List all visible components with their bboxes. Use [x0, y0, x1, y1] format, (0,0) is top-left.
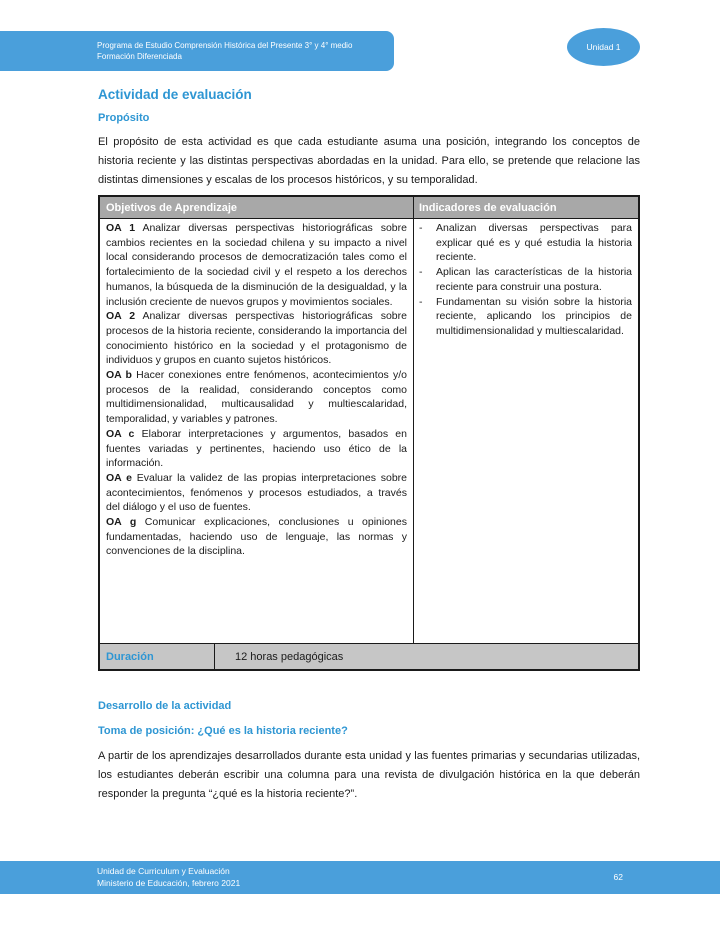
content-column [98, 87, 640, 804]
oa-code: OA 1 [106, 222, 136, 234]
indicator-item [419, 221, 632, 265]
duration-label: Duración [100, 644, 215, 669]
oa-text: Comunicar explicaciones, conclusiones u opiniones fundamentadas, haciendo uso de lenguaje, las normas y convenciones de la disciplina. [106, 516, 407, 558]
indicator-text: Analizan diversas perspectivas para explicar qué es y qué estudia la historia reciente. [436, 222, 632, 264]
oa-code: OA b [106, 369, 132, 382]
unit-badge: Unidad 1 [567, 28, 640, 66]
dash-marker: - [419, 266, 423, 279]
oa-code: OA e [106, 471, 132, 484]
duration-value: 12 horas pedagógicas [235, 651, 344, 663]
development-heading: Desarrollo de la actividad [98, 700, 232, 712]
program-title-line2: Formación Diferenciada [97, 52, 182, 61]
page-number: 62 [613, 871, 623, 882]
footer-line1: Unidad de Curriculum y Evaluación [97, 866, 230, 876]
page-title: Actividad de evaluación [98, 87, 252, 102]
footer-line2: Ministerio de Educación, febrero 2021 [97, 877, 241, 888]
oa-code: OA c [106, 427, 135, 440]
table-header-row [100, 197, 638, 219]
duration-row [100, 643, 638, 669]
footer-credits [97, 866, 240, 889]
table-body-row [100, 219, 638, 643]
oa-text: Analizar diversas perspectivas historiográficas sobre cambios recientes en la sociedad chilena y su impacto a nivel local considerando procesos de democratización tales como el fortalecimiento de la sociedad civil y el respeto a los derechos humanos, la búsqueda de la disminución de la desigualdad, y la inclusión creciente de nuevos grupos y movimientos sociales. [106, 222, 407, 308]
oa-text: Evaluar la validez de las propias interpretaciones sobre acontecimientos, fenómenos y procesos estudiados, a través del diálogo y el uso de fuentes. [106, 471, 408, 514]
indicator-text: Aplican las características de la historia reciente para construir una postura. [436, 266, 632, 293]
oa-item [106, 221, 407, 309]
oa-text: Elaborar interpretaciones y argumentos, basados en fuentes variadas y pertinentes, haciendo uso ético de la información. [106, 427, 407, 470]
oa-text: Hacer conexiones entre fenómenos, acontecimientos y/o procesos de la realidad, considerando conceptos como multidimensionalidad, multicausalidad y multiescalaridad, temporalidad, y variables y patrones. [106, 369, 407, 426]
indicator-item [419, 295, 632, 339]
program-title-line1: Programa de Estudio Comprensión Histórica del Presente 3° y 4° medio [97, 40, 353, 50]
oa-item [106, 471, 407, 515]
oa-code: OA 2 [106, 310, 136, 323]
oa-item [106, 427, 407, 471]
purpose-heading: Propósito [98, 112, 150, 124]
purpose-paragraph: El propósito de esta actividad es que cada estudiante asuma una posición, integrando los conceptos de historia reciente y las distintas perspectivas abordadas en la unidad. Para ello, se pretende que relacione las distintas dimensiones y escalas de los procesos históricos, y su temporalidad. [98, 136, 640, 186]
oa-text: Analizar diversas perspectivas historiográficas sobre procesos de la historia reciente, considerando la importancia del conocimiento histórico en la sociedad y el protagonismo de individuos y grupos en cuanto sujetos históricos. [106, 310, 407, 367]
oa-item [106, 309, 407, 368]
oa-code: OA g [106, 516, 137, 529]
development-paragraph: A partir de los aprendizajes desarrollados durante esta unidad y las fuentes primarias y secundarias utilizadas, los estudiantes deberán escribir una columna para una revista de divulgación histórica en la que deberán responder la pregunta “¿qué es la historia reciente?”. [98, 750, 640, 800]
table-header-objectives: Objetivos de Aprendizaje [100, 197, 414, 218]
oa-item [106, 368, 407, 427]
dash-marker: - [419, 222, 423, 234]
indicator-item [419, 265, 632, 294]
dash-marker: - [419, 295, 423, 308]
objectives-cell [100, 219, 414, 643]
indicators-cell [414, 219, 638, 643]
header-banner [0, 31, 394, 71]
indicator-text: Fundamentan su visión sobre la historia reciente, aplicando los principios de multidimensionalidad y multiescalaridad. [436, 295, 632, 337]
position-heading: Toma de posición: ¿Qué es la historia reciente? [98, 725, 348, 737]
oa-item [106, 515, 407, 559]
objectives-table [98, 195, 640, 671]
table-header-indicators: Indicadores de evaluación [419, 202, 557, 214]
footer-banner [0, 861, 720, 894]
